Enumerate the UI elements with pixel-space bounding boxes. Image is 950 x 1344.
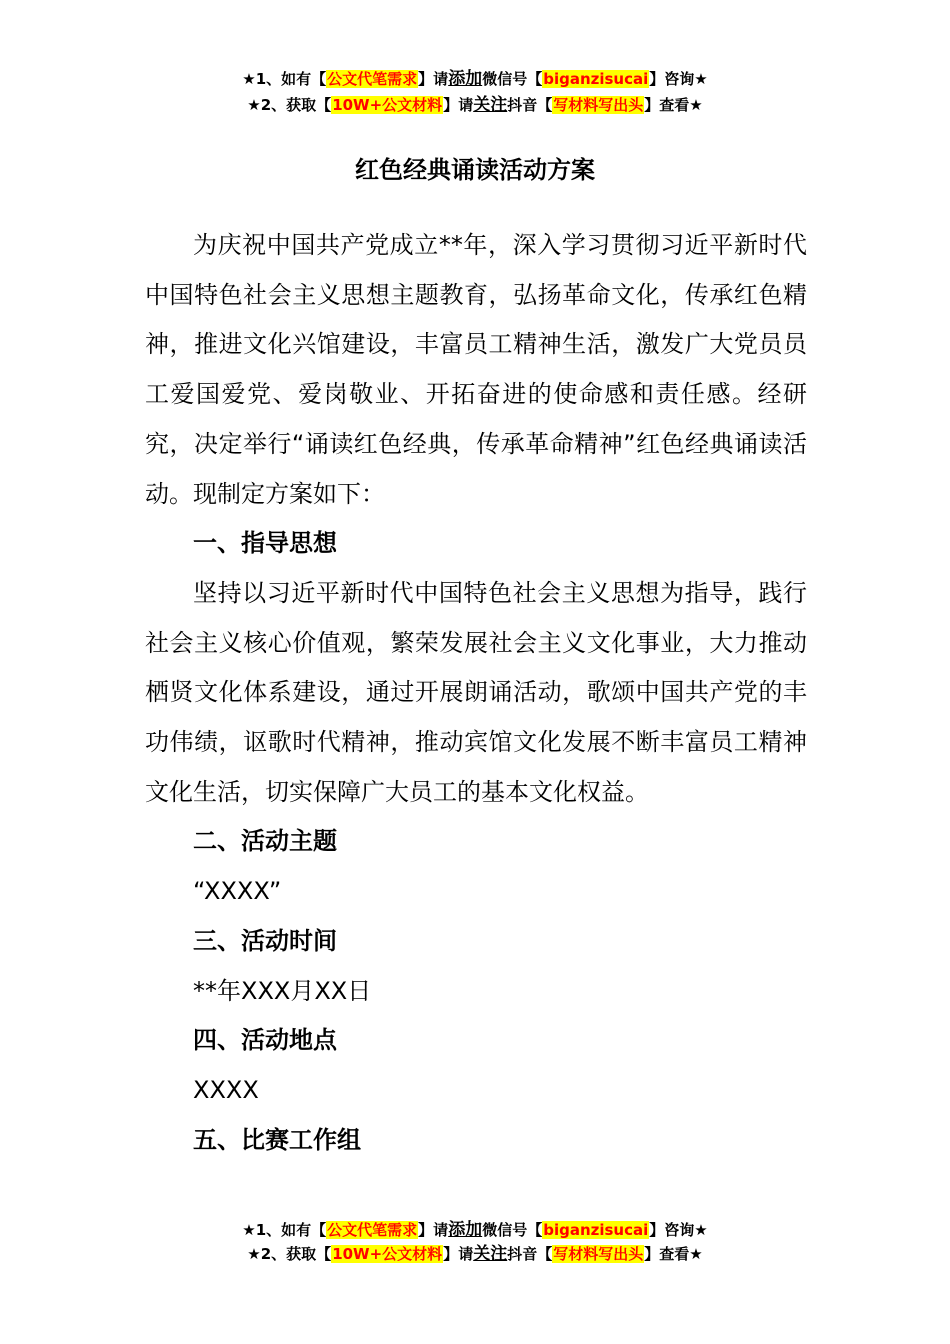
banner-text: ★1、如有【 <box>242 70 327 88</box>
banner-text: ★2、获取【 <box>247 1245 332 1263</box>
banner-highlight: 写材料写出头 <box>553 96 644 114</box>
banner-wechat-id: biganzisucai <box>543 1221 649 1239</box>
section-body-4: XXXX <box>193 1075 259 1104</box>
banner-text: 】咨询★ <box>649 70 708 88</box>
banner-text: 】查看★ <box>644 96 703 114</box>
section-heading-2: 二、活动主题 <box>193 827 337 856</box>
section-heading-4: 四、活动地点 <box>193 1026 337 1055</box>
banner-text: 】请 <box>443 96 474 114</box>
document-title: 红色经典诵读活动方案 <box>355 156 595 184</box>
banner-emphasis: 关注 <box>473 1244 508 1264</box>
banner-text: 】查看★ <box>644 1245 703 1263</box>
section-body-1: 坚持以习近平新时代中国特色社会主义思想为指导，践行社会主义核心价值观，繁荣发展社会主义文化事业，大力推动栖贤文化体系建设，通过开展朗诵活动，歌颂中国共产党的丰功伟绩，讴歌时代精神，推动宾馆文化发展不断丰富员工精神文化生活，切实保障广大员工的基本文化权益。 <box>145 578 807 806</box>
section-heading-1: 一、指导思想 <box>193 529 337 558</box>
banner-emphasis: 添加 <box>448 1220 483 1240</box>
banner-text: 抖音【 <box>507 96 553 114</box>
banner-highlight: 公文代笔需求 <box>327 1221 418 1239</box>
banner-text: 】请 <box>443 1245 474 1263</box>
banner-wechat-id: biganzisucai <box>543 70 649 88</box>
section-body-2: “XXXX” <box>193 877 282 906</box>
section-heading-5: 五、比赛工作组 <box>193 1125 361 1154</box>
banner-text: ★2、获取【 <box>247 96 332 114</box>
banner-highlight: 10W+公文材料 <box>332 1245 443 1263</box>
banner-text: 】请 <box>418 70 449 88</box>
top-banner-line-2 <box>0 94 950 116</box>
banner-text: 抖音【 <box>507 1245 553 1263</box>
banner-highlight: 10W+公文材料 <box>332 96 443 114</box>
intro-paragraph: 为庆祝中国共产党成立**年，深入学习贯彻习近平新时代中国特色社会主义思想主题教育，弘扬革命文化，传承红色精神，推进文化兴馆建设，丰富员工精神生活，激发广大党员员工爱国爱党、爱岗敬业、开拓奋进的使命感和责任感。经研究，决定举行“诵读红色经典，传承革命精神”红色经典诵读活动。现制定方案如下： <box>145 231 807 508</box>
banner-emphasis: 关注 <box>473 95 508 115</box>
section-heading-3: 三、活动时间 <box>193 926 337 955</box>
banner-text: 】咨询★ <box>649 1221 708 1239</box>
top-banner-line-1 <box>0 68 950 90</box>
bottom-banner-line-2 <box>0 1243 950 1265</box>
document-body <box>145 221 807 1165</box>
banner-text: ★1、如有【 <box>242 1221 327 1239</box>
banner-text: 微信号【 <box>482 70 543 88</box>
bottom-banner-line-1 <box>0 1219 950 1241</box>
banner-emphasis: 添加 <box>448 69 483 89</box>
banner-text: 】请 <box>418 1221 449 1239</box>
banner-highlight: 写材料写出头 <box>553 1245 644 1263</box>
banner-text: 微信号【 <box>482 1221 543 1239</box>
section-body-3: **年XXX月XX日 <box>193 976 372 1005</box>
banner-highlight: 公文代笔需求 <box>327 70 418 88</box>
